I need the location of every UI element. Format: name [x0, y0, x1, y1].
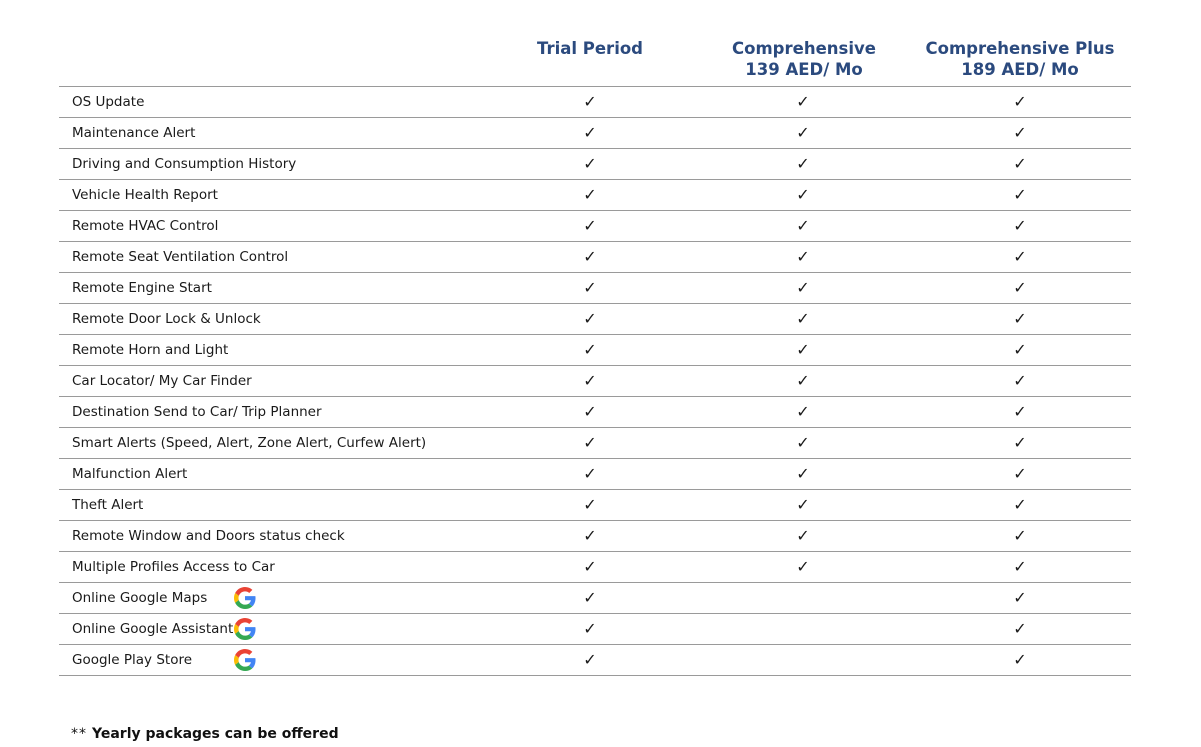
plan-header-comprehensive	[714, 38, 894, 80]
comprehensive-plus-check-icon: ✓	[1013, 278, 1027, 297]
feature-label: Malfunction Alert	[72, 466, 188, 482]
feature-label: Remote Seat Ventilation Control	[72, 249, 289, 265]
feature-label: Online Google Maps	[72, 590, 208, 606]
table-row	[59, 118, 1131, 149]
table-row	[59, 304, 1131, 335]
feature-label: Destination Send to Car/ Trip Planner	[72, 404, 322, 420]
plan-header-trial	[500, 38, 680, 59]
trial-check-icon: ✓	[583, 402, 597, 421]
plan-price: 139 AED/ Mo	[745, 60, 863, 79]
trial-check-icon: ✓	[583, 216, 597, 235]
comprehensive-check-icon: ✓	[796, 526, 810, 545]
table-row	[59, 645, 1131, 676]
comprehensive-plus-check-icon: ✓	[1013, 495, 1027, 514]
comprehensive-check-icon: ✓	[796, 371, 810, 390]
trial-check-icon: ✓	[583, 526, 597, 545]
plan-title: Comprehensive Plus	[925, 39, 1115, 58]
table-row	[59, 87, 1131, 118]
comprehensive-plus-check-icon: ✓	[1013, 92, 1027, 111]
table-row	[59, 552, 1131, 583]
feature-label: Theft Alert	[72, 497, 144, 513]
trial-check-icon: ✓	[583, 123, 597, 142]
google-icon	[234, 649, 256, 671]
comprehensive-check-icon: ✓	[796, 464, 810, 483]
trial-check-icon: ✓	[583, 464, 597, 483]
comprehensive-plus-check-icon: ✓	[1013, 588, 1027, 607]
table-row	[59, 614, 1131, 645]
feature-label: Remote Window and Doors status check	[72, 528, 345, 544]
table-row	[59, 242, 1131, 273]
feature-label: Vehicle Health Report	[72, 187, 218, 203]
trial-check-icon: ✓	[583, 650, 597, 669]
feature-label: Google Play Store	[72, 652, 193, 668]
trial-check-icon: ✓	[583, 557, 597, 576]
comprehensive-plus-check-icon: ✓	[1013, 154, 1027, 173]
table-row	[59, 180, 1131, 211]
footnote	[71, 726, 339, 742]
feature-label: Multiple Profiles Access to Car	[72, 559, 275, 575]
comprehensive-check-icon: ✓	[796, 340, 810, 359]
comprehensive-plus-check-icon: ✓	[1013, 650, 1027, 669]
comprehensive-check-icon: ✓	[796, 402, 810, 421]
comprehensive-plus-check-icon: ✓	[1013, 216, 1027, 235]
table-row	[59, 273, 1131, 304]
comprehensive-check-icon: ✓	[796, 557, 810, 576]
trial-check-icon: ✓	[583, 92, 597, 111]
table-row	[59, 521, 1131, 552]
table-row	[59, 335, 1131, 366]
comprehensive-plus-check-icon: ✓	[1013, 247, 1027, 266]
footnote-marker: **	[71, 726, 87, 742]
table-row	[59, 459, 1131, 490]
comprehensive-plus-check-icon: ✓	[1013, 619, 1027, 638]
feature-label: Remote Engine Start	[72, 280, 212, 296]
trial-check-icon: ✓	[583, 309, 597, 328]
table-row	[59, 490, 1131, 521]
comprehensive-check-icon: ✓	[796, 92, 810, 111]
comprehensive-check-icon: ✓	[796, 216, 810, 235]
table-row	[59, 366, 1131, 397]
comprehensive-check-icon: ✓	[796, 123, 810, 142]
comprehensive-plus-check-icon: ✓	[1013, 371, 1027, 390]
comprehensive-check-icon: ✓	[796, 309, 810, 328]
comprehensive-plus-check-icon: ✓	[1013, 123, 1027, 142]
table-row	[59, 397, 1131, 428]
trial-check-icon: ✓	[583, 247, 597, 266]
trial-check-icon: ✓	[583, 619, 597, 638]
comprehensive-check-icon: ✓	[796, 495, 810, 514]
feature-label: Remote Horn and Light	[72, 342, 229, 358]
feature-label: OS Update	[72, 94, 145, 110]
trial-check-icon: ✓	[583, 278, 597, 297]
plan-price: 189 AED/ Mo	[961, 60, 1079, 79]
plan-header	[0, 38, 1201, 86]
feature-comparison-table	[59, 86, 1131, 676]
comprehensive-check-icon: ✓	[796, 185, 810, 204]
table-row	[59, 211, 1131, 242]
table-row	[59, 583, 1131, 614]
comprehensive-plus-check-icon: ✓	[1013, 309, 1027, 328]
table-row	[59, 428, 1131, 459]
trial-check-icon: ✓	[583, 588, 597, 607]
trial-check-icon: ✓	[583, 185, 597, 204]
feature-label: Maintenance Alert	[72, 125, 196, 141]
comprehensive-plus-check-icon: ✓	[1013, 433, 1027, 452]
google-icon	[234, 587, 256, 609]
feature-label: Remote HVAC Control	[72, 218, 219, 234]
trial-check-icon: ✓	[583, 433, 597, 452]
comprehensive-plus-check-icon: ✓	[1013, 464, 1027, 483]
trial-check-icon: ✓	[583, 340, 597, 359]
table-row	[59, 149, 1131, 180]
trial-check-icon: ✓	[583, 154, 597, 173]
comprehensive-plus-check-icon: ✓	[1013, 185, 1027, 204]
feature-label: Smart Alerts (Speed, Alert, Zone Alert, Curfew Alert)	[72, 435, 427, 451]
comprehensive-plus-check-icon: ✓	[1013, 526, 1027, 545]
comprehensive-check-icon: ✓	[796, 278, 810, 297]
plan-title: Trial Period	[537, 39, 643, 58]
comprehensive-plus-check-icon: ✓	[1013, 340, 1027, 359]
plan-title: Comprehensive	[732, 39, 876, 58]
comprehensive-check-icon: ✓	[796, 247, 810, 266]
trial-check-icon: ✓	[583, 371, 597, 390]
comprehensive-check-icon: ✓	[796, 154, 810, 173]
trial-check-icon: ✓	[583, 495, 597, 514]
feature-label: Online Google Assistant	[72, 621, 234, 637]
feature-label: Driving and Consumption History	[72, 156, 297, 172]
feature-label: Remote Door Lock & Unlock	[72, 311, 261, 327]
footnote-text: Yearly packages can be offered	[92, 726, 339, 742]
comprehensive-check-icon: ✓	[796, 433, 810, 452]
google-icon	[234, 618, 256, 640]
comprehensive-plus-check-icon: ✓	[1013, 557, 1027, 576]
plan-header-comprehensive-plus	[915, 38, 1125, 80]
comprehensive-plus-check-icon: ✓	[1013, 402, 1027, 421]
feature-label: Car Locator/ My Car Finder	[72, 373, 252, 389]
